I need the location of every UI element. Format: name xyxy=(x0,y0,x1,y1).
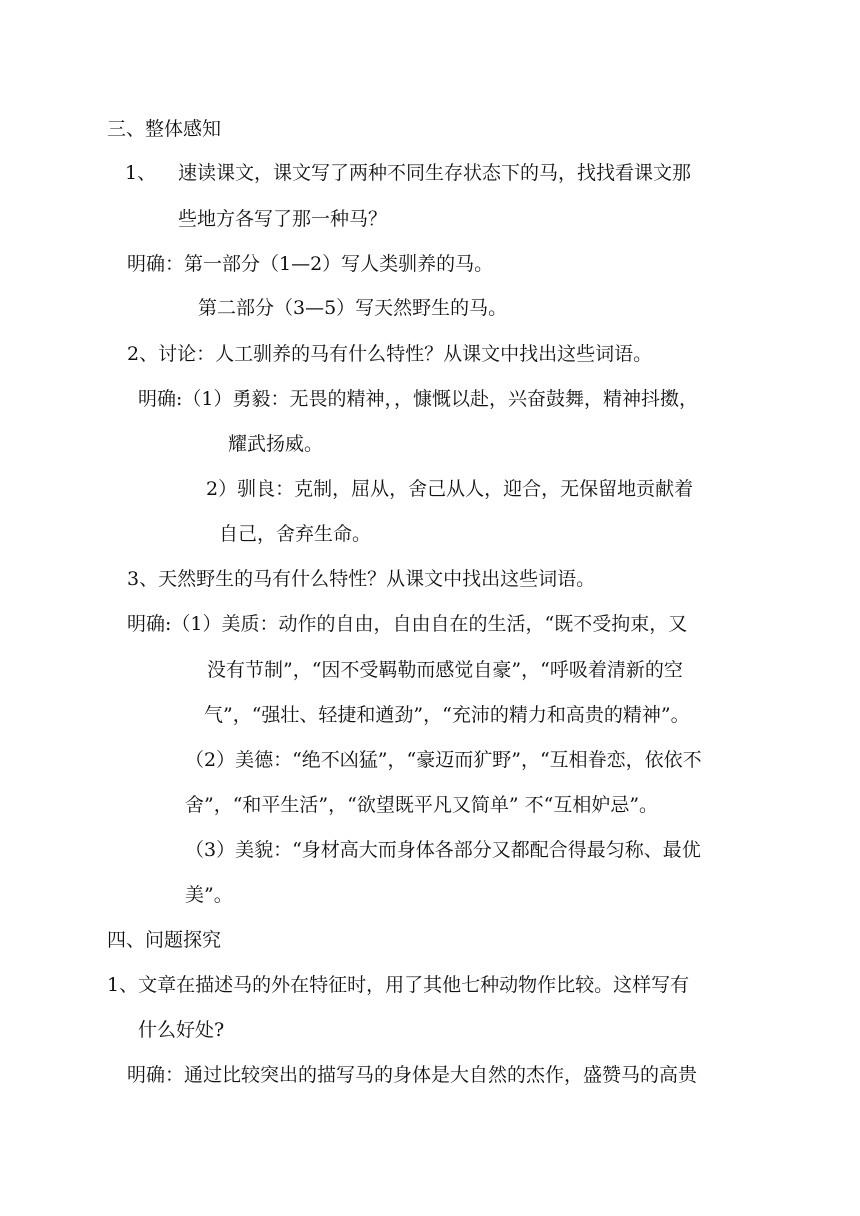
answer-2-line-3: 2）驯良：克制，屈从，舍己从人，迎合，无保留地贡献着 xyxy=(206,478,694,500)
answer-3-line-6: （3）美貌：“身材高大而身体各部分又都配合得最匀称、最优 xyxy=(185,839,701,861)
problem-1-line-2: 什么好处? xyxy=(138,1019,225,1041)
answer-3-line-3: 气”，“强壮、轻捷和遒劲”，“充沛的精力和高贵的精神”。 xyxy=(204,704,690,726)
answer-3-line-4: （2）美德：“绝不凶猛”，“豪迈而犷野”，“互相眷恋，依依不 xyxy=(185,749,702,771)
answer-3-line-2: 没有节制”，“因不受羁勒而感觉自豪”，“呼吸着清新的空 xyxy=(207,659,683,681)
question-3: 3、天然野生的马有什么特性？从课文中找出这些词语。 xyxy=(127,568,596,590)
answer-3-line-1: 明确:（1）美质：动作的自由，自由自在的生活，“既不受拘束，又 xyxy=(127,613,688,635)
question-2: 2、讨论：人工驯养的马有什么特性？从课文中找出这些词语。 xyxy=(127,343,653,365)
answer-2-line-4: 自己，舍弃生命。 xyxy=(219,523,372,545)
answer-2-line-1: 明确:（1）勇毅：无畏的精神，，慷慨以赴，兴奋鼓舞，精神抖擞， xyxy=(138,388,698,410)
answer-3-line-5: 舍”，“和平生活”，“欲望既平凡又简单” 不“互相妒忌”。 xyxy=(185,794,659,816)
section-heading-3: 三、整体感知 xyxy=(107,118,222,140)
question-1-line-2: 些地方各写了那一种马？ xyxy=(178,208,388,230)
answer-1-line-1: 明确：第一部分（1—2）写人类驯养的马。 xyxy=(127,253,494,275)
question-1-line-1: 速读课文，课文写了两种不同生存状态下的马，找找看课文那 xyxy=(178,162,692,184)
answer-2-line-2: 耀武扬威。 xyxy=(228,433,324,455)
problem-1-line-1: 1、文章在描述马的外在特征时，用了其他七种动物作比较。这样写有 xyxy=(107,974,690,996)
answer-1-line-2: 第二部分（3—5）写天然野生的马。 xyxy=(198,297,508,319)
question-1-number: 1、 xyxy=(125,162,157,184)
answer-3-line-7: 美”。 xyxy=(185,884,233,906)
section-heading-4: 四、问题探究 xyxy=(107,929,222,951)
problem-1-answer-line-1: 明确：通过比较突出的描写马的身体是大自然的杰作，盛赞马的高贵 xyxy=(127,1064,698,1086)
